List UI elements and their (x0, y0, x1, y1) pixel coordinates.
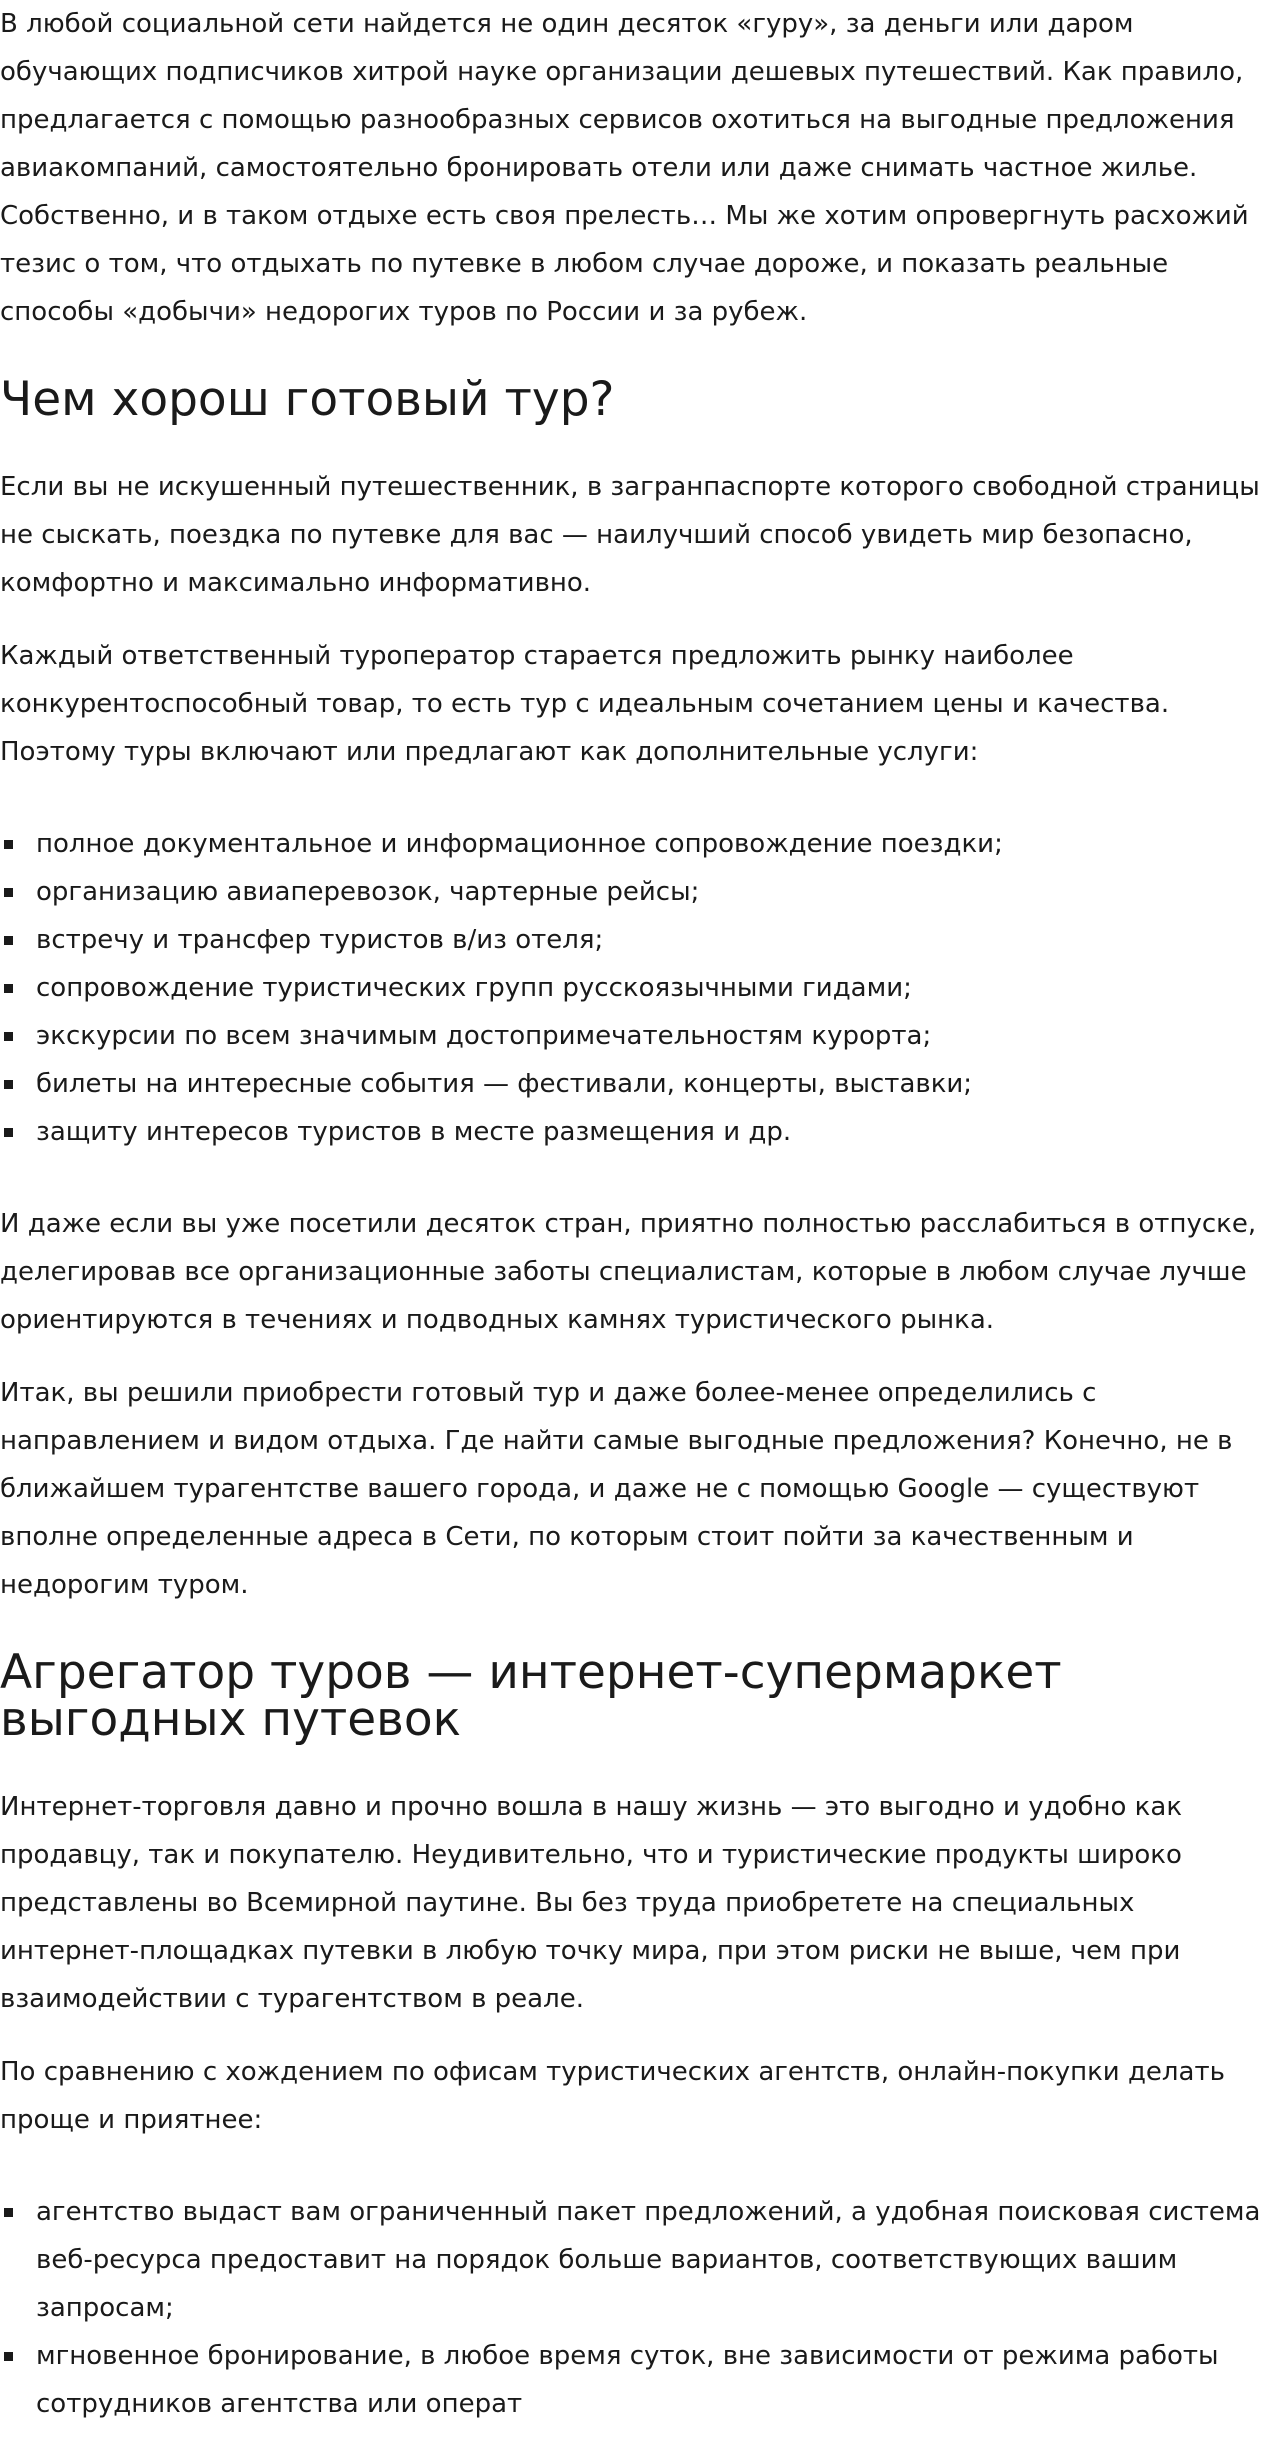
list-item: экскурсии по всем значимым достопримечательностям курорта; (0, 1012, 1270, 1060)
section2-paragraph-2: По сравнению с хождением по офисам туристических агентств, онлайн-покупки делать проще и приятнее: (0, 2057, 1225, 2135)
list-item: организацию авиаперевозок, чартерные рейсы; (0, 868, 1270, 916)
services-list (0, 820, 1270, 1156)
section1-paragraph-2: Каждый ответственный туроператор старается предложить рынку наиболее конкурентоспособный товар, то есть тур с идеальным сочетанием цены и качества. Поэтому туры включают или предлагают как дополнительные услуги: (0, 641, 1170, 767)
list-item: билеты на интересные события — фестивали, концерты, выставки; (0, 1060, 1270, 1108)
section1-paragraph-4: Итак, вы решили приобрести готовый тур и даже более-менее определились с направлением и видом отдыха. Где найти самые выгодные предложения? Конечно, не в ближайшем турагентстве вашего города, и даже не с помощью Google — существуют вполне определенные адреса в Сети, по которым стоит пойти за качественным и недорогим туром. (0, 1378, 1233, 1600)
list-item: встречу и трансфер туристов в/из отеля; (0, 916, 1270, 964)
section1-paragraph-1: Если вы не искушенный путешественник, в загранпаспорте которого свободной страницы не сыскать, поездка по путевке для вас — наилучший способ увидеть мир безопасно, комфортно и максимально информативно. (0, 472, 1260, 598)
list-item: мгновенное бронирование, в любое время суток, вне зависимости от режима работы сотрудников агентства или операт (0, 2332, 1270, 2428)
list-item: полное документальное и информационное сопровождение поездки; (0, 820, 1270, 868)
list-item: агентство выдаст вам ограниченный пакет предложений, а удобная поисковая система веб-ресурса предоставит на порядок больше вариантов, соответствующих вашим запросам; (0, 2188, 1270, 2332)
list-item: сопровождение туристических групп русскоязычными гидами; (0, 964, 1270, 1012)
section-heading-ready-tour: Чем хорош готовый тур? (0, 372, 615, 427)
intro-paragraph: В любой социальной сети найдется не один десяток «гуру», за деньги или даром обучающих подписчиков хитрой науке организации дешевых путешествий. Как правило, предлагается с помощью разнообразных сервисов охотиться на выгодные предложения авиакомпаний, самостоятельно бронировать отели или даже снимать частное жилье. Собственно, и в таком отдыхе есть своя прелесть… Мы же хотим опровергнуть расхожий тезис о том, что отдыхать по путевке в любом случае дороже, и показать реальные способы «добычи» недорогих туров по России и за рубеж. (0, 9, 1249, 327)
section1-paragraph-3: И даже если вы уже посетили десяток стран, приятно полностью расслабиться в отпуске, делегировав все организационные заботы специалистам, которые в любом случае лучше ориентируются в течениях и подводных камнях туристического рынка. (0, 1209, 1257, 1335)
section2-paragraph-1: Интернет-торговля давно и прочно вошла в нашу жизнь — это выгодно и удобно как продавцу, так и покупателю. Неудивительно, что и туристические продукты широко представлены во Всемирной паутине. Вы без труда приобретете на специальных интернет-площадках путевки в любую точку мира, при этом риски не выше, чем при взаимодействии с турагентством в реале. (0, 1792, 1183, 2014)
online-benefits-list (0, 2188, 1270, 2428)
section-heading-aggregator: Агрегатор туров — интернет-супермаркет выгодных путевок (0, 1645, 1062, 1747)
list-item: защиту интересов туристов в месте размещения и др. (0, 1108, 1270, 1156)
